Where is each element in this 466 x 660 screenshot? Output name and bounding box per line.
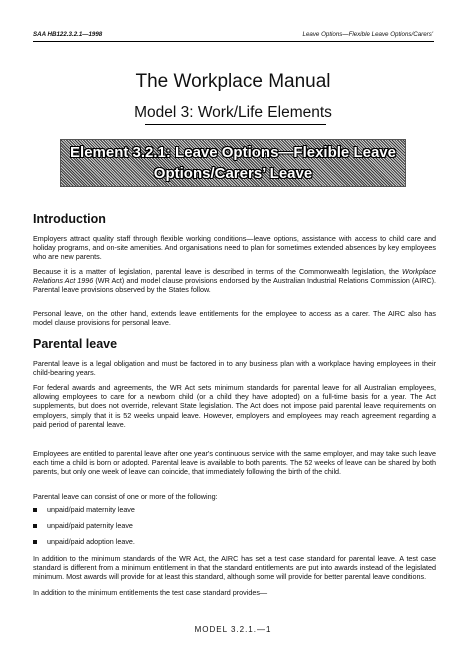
header-section-title: Leave Options—Flexible Leave Options/Carers' <box>302 31 433 38</box>
bullet-icon <box>33 540 37 544</box>
element-banner <box>60 139 406 187</box>
parental-paragraph-3: Employees are entitled to parental leave after one year's continuous service with the same employer, and may take such leave each time a child is born or adopted. Parental leave is available to both parents. The 52 weeks of leave can be shared by both parents, but only one week of leave can coincide, that immediately following the birth of the child. <box>33 449 436 477</box>
intro-paragraph-2-start: Because it is a matter of legislation, parental leave is described in terms of the Commonwealth legislation, the <box>33 267 403 276</box>
parental-paragraph-4: Parental leave can consist of one or more of the following: <box>33 492 218 501</box>
heading-parental-leave: Parental leave <box>33 337 118 351</box>
bullet-icon <box>33 508 37 512</box>
header-rule <box>33 41 434 42</box>
subtitle-rule <box>145 124 326 125</box>
act-title-italic: Workplace Relations Act 1996 <box>33 267 436 286</box>
list-item <box>33 537 135 546</box>
header-standard-number: SAA HB122.3.2.1—1998 <box>33 31 103 38</box>
model-subtitle: Model 3: Work/Life Elements <box>134 104 332 121</box>
parental-paragraph-1: Parental leave is a legal obligation and must be factored in to any business plan with a workplace having employees in their child-bearing years. <box>33 359 436 378</box>
intro-paragraph-3: Personal leave, on the other hand, extends leave entitlements for the employee to access as a carer. The AIRC also has model clause provisions for personal leave. <box>33 309 436 328</box>
intro-paragraph-2 <box>33 267 436 295</box>
list-item-text: unpaid/paid adoption leave. <box>47 537 135 546</box>
bullet-icon <box>33 524 37 528</box>
heading-introduction: Introduction <box>33 212 106 226</box>
element-banner-text <box>61 142 405 184</box>
intro-paragraph-2-end: (WR Act) and model clause provisions endorsed by the Australian Industrial Relations Commission (AIRC). Parental leave provisions observed by the States follow. <box>33 276 436 295</box>
element-banner-line-2: Options/Carers’ Leave <box>153 165 313 182</box>
element-banner-line-1: Element 3.2.1: Leave Options—Flexible Leave <box>70 144 396 161</box>
list-item <box>33 521 133 530</box>
list-item-text: unpaid/paid paternity leave <box>47 521 133 530</box>
parental-paragraph-2: For federal awards and agreements, the WR Act sets minimum standards for parental leave for all Australian employees, allowing employees to care for a newborn child (or a child they have adopted) on a full-time basis for a year. The Act supplements, but does not override, relevant State legislation. The Act does not impose paid parental leave requirements on employers, simply that it is 52 weeks unpaid leave. However, employers and employees may reach agreement regarding a paid period of parental leave. <box>33 383 436 429</box>
list-item-text: unpaid/paid maternity leave <box>47 505 135 514</box>
running-header <box>33 31 433 39</box>
parental-paragraph-6: In addition to the minimum entitlements the test case standard provides— <box>33 588 268 597</box>
manual-title: The Workplace Manual <box>135 71 331 92</box>
intro-paragraph-1: Employers attract quality staff through flexible working conditions—leave options, assistance with access to child care and holiday programs, and on-site amenities. And organisations need to plan for sometimes extended absences by key employees who are new parents. <box>33 234 436 262</box>
parental-paragraph-5: In addition to the minimum standards of the WR Act, the AIRC has set a test case standard for parental leave. A test case standard is different from a minimum entitlement in that the standard entitlements are put into awards instead of the legislated minimum. Most awards will provide for at least this standard, although some will provide for better parental leave conditions. <box>33 554 436 582</box>
list-item <box>33 505 135 514</box>
page-footer: MODEL 3.2.1.—1 <box>194 625 272 634</box>
